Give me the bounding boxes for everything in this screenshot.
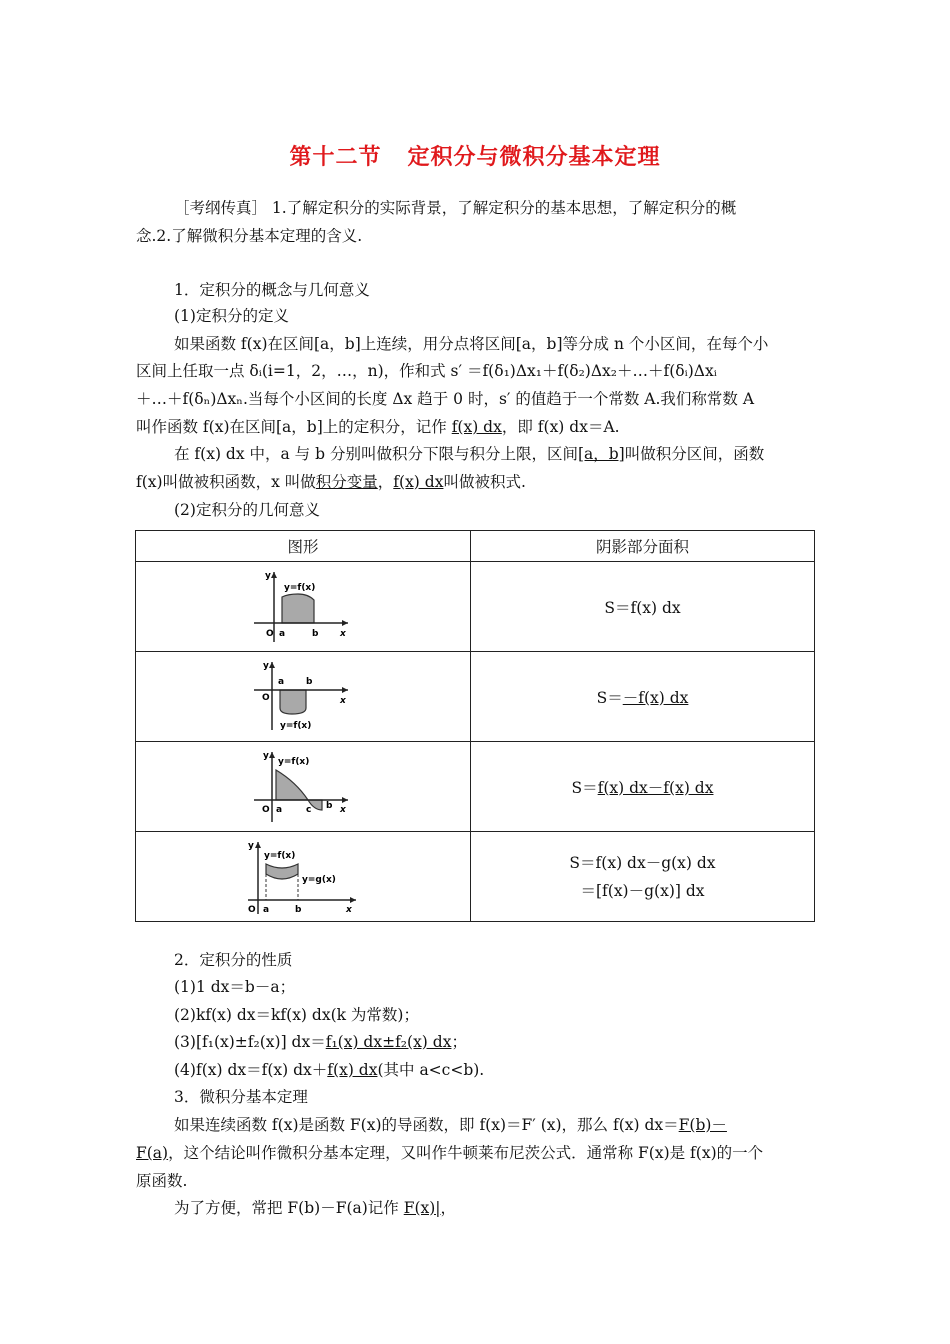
svg-text:b: b — [306, 676, 313, 687]
fill-blank: f(x) dx — [393, 473, 444, 491]
section-3-heading: 3．微积分基本定理 — [174, 1088, 308, 1106]
section-1-sub-2: (2)定积分的几何意义 — [174, 501, 320, 519]
table-cell-area: S＝f(x) dx — [471, 562, 815, 652]
property-1: (1)1 dx＝b－a； — [174, 978, 296, 996]
table-cell-figure — [136, 832, 471, 922]
theorem-line-2: F(a)，这个结论叫作微积分基本定理，又叫作牛顿莱布尼茨公式．通常称 F(x)是 f(x)的一个 — [136, 1144, 764, 1162]
svg-text:a: a — [279, 628, 286, 639]
section-1-heading: 1．定积分的概念与几何意义 — [174, 281, 370, 299]
fill-blank: [a，b] — [577, 445, 625, 463]
svg-text:a: a — [276, 804, 283, 815]
svg-text:y=f(x): y=f(x) — [264, 850, 296, 861]
area-below-axis-graph — [248, 658, 358, 736]
table-row — [136, 562, 815, 652]
definition-line-3: ＋…＋f(δₙ)Δxₙ.当每个小区间的长度 Δx 趋于 0 时，s′ 的值趋于一个常数 A.我们称常数 A — [136, 390, 755, 408]
table-header-row — [136, 531, 815, 562]
svg-text:b: b — [295, 904, 302, 915]
section-1-sub-1: (1)定积分的定义 — [174, 307, 289, 325]
svg-text:y: y — [263, 660, 269, 671]
svg-text:x: x — [340, 695, 346, 706]
intro-line-2: 念.2.了解微积分基本定理的含义. — [136, 227, 363, 245]
svg-text:y: y — [248, 840, 254, 851]
theorem-line-3: 原函数. — [136, 1172, 188, 1190]
svg-text:b: b — [326, 800, 333, 811]
svg-text:y=f(x): y=f(x) — [284, 582, 316, 593]
svg-text:y: y — [265, 570, 271, 581]
definition-line-4: 叫作函数 f(x)在区间[a，b]上的定积分，记作 f(x) dx，即 f(x) dx＝A. — [136, 418, 620, 436]
table-header: 图形 — [136, 531, 471, 562]
theorem-line-1: 如果连续函数 f(x)是函数 F(x)的导函数，即 f(x)＝F′ (x)，那么 f(x) dx＝F(b)－ — [174, 1116, 727, 1134]
svg-text:O: O — [266, 628, 274, 639]
area-crossing-axis-graph — [248, 748, 358, 826]
svg-text:y=g(x): y=g(x) — [302, 874, 336, 885]
fill-blank: f(x) dx－f(x) dx — [597, 778, 714, 797]
area-between-curves-graph — [242, 838, 364, 916]
fill-blank: 积分变量 — [315, 473, 378, 491]
intro-line-1: ［考纲传真］ 1.了解定积分的实际背景，了解定积分的基本思想，了解定积分的概 — [174, 199, 737, 217]
fill-blank: f₁(x) dx±f₂(x) dx — [325, 1033, 452, 1051]
svg-text:x: x — [346, 904, 352, 915]
svg-text:y: y — [263, 750, 269, 761]
table-cell-figure — [136, 742, 471, 832]
property-2: (2)kf(x) dx＝kf(x) dx(k 为常数)； — [174, 1006, 419, 1024]
fill-blank: F(b)－ — [678, 1116, 727, 1134]
definition-line-1: 如果函数 f(x)在区间[a，b]上连续，用分点将区间[a，b]等分成 n 个小区间，在每个小 — [174, 335, 769, 353]
fill-blank: f(x) dx — [327, 1061, 378, 1079]
fill-blank: F(a) — [136, 1144, 169, 1162]
section-title: 定积分与微积分基本定理 — [407, 145, 661, 170]
svg-text:c: c — [306, 804, 312, 815]
table-row — [136, 742, 815, 832]
area-above-axis-graph — [248, 568, 358, 646]
definition-line-2: 区间上任取一点 δᵢ(i=1，2，…，n)，作和式 s′ ＝f(δ₁)Δx₁＋f(δ₂)Δx₂＋…＋f(δᵢ)Δxᵢ — [136, 362, 717, 380]
svg-text:y=f(x): y=f(x) — [278, 756, 310, 767]
table-row — [136, 652, 815, 742]
table-cell-figure — [136, 652, 471, 742]
svg-text:b: b — [312, 628, 319, 639]
table-header: 阴影部分面积 — [471, 531, 815, 562]
table-cell-area: S＝f(x) dx－f(x) dx — [471, 742, 815, 832]
definition-para-2: 在 f(x) dx 中，a 与 b 分别叫做积分下限与积分上限，区间[a，b]叫做积分区间，函数 — [174, 445, 765, 463]
section-number: 第十二节 — [289, 145, 382, 170]
svg-text:O: O — [248, 904, 256, 915]
section-2-heading: 2．定积分的性质 — [174, 951, 293, 969]
svg-text:O: O — [262, 692, 270, 703]
geometric-meaning-table — [135, 530, 815, 922]
fill-blank: F(x)| — [403, 1199, 441, 1217]
table-cell-figure — [136, 562, 471, 652]
property-4: (4)f(x) dx＝f(x) dx＋f(x) dx(其中 a<c<b). — [174, 1061, 485, 1079]
svg-text:x: x — [340, 628, 346, 639]
theorem-line-4: 为了方便，常把 F(b)－F(a)记作 F(x)|， — [174, 1199, 457, 1217]
property-3: (3)[f₁(x)±f₂(x)] dx＝f₁(x) dx±f₂(x) dx； — [174, 1033, 467, 1051]
definition-para-3: f(x)叫做被积函数，x 叫做积分变量，f(x) dx叫做被积式. — [136, 473, 526, 491]
svg-text:y=f(x): y=f(x) — [280, 720, 312, 731]
page-title — [0, 140, 950, 171]
table-cell-area: S＝f(x) dx－g(x) dx ＝[f(x)－g(x)] dx — [471, 832, 815, 922]
svg-text:O: O — [262, 804, 270, 815]
svg-text:a: a — [263, 904, 270, 915]
table-cell-area: S＝－f(x) dx — [471, 652, 815, 742]
svg-text:x: x — [340, 804, 346, 815]
fill-blank: f(x) dx — [451, 418, 502, 436]
fill-blank: －f(x) dx — [622, 688, 689, 707]
table-row — [136, 832, 815, 922]
svg-text:a: a — [278, 676, 285, 687]
